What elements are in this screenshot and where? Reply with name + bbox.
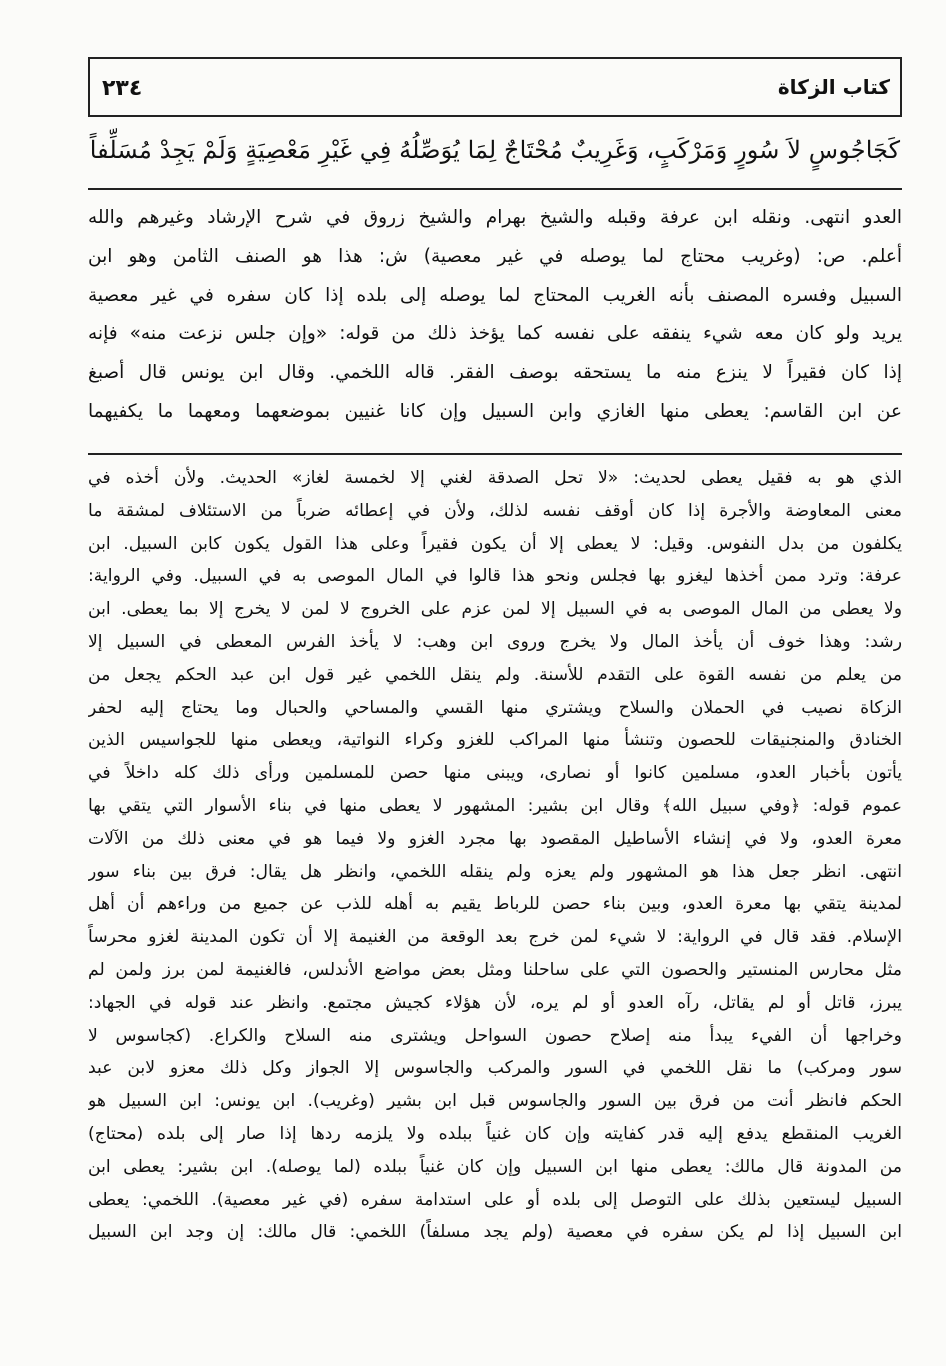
hashiya-line: لمدينة يتقي بها معرة العدو، وبين بناء حصن للرباط يقيم به أهله للذب عن جميع من وراءهم أن أهل xyxy=(88,894,902,915)
divider-rule xyxy=(88,453,902,455)
hashiya-line: من المدونة قال مالك: يعطى منها ابن السبيل وإن كان غنياً ببلده (لما يوصله). ابن بشير: يعطى ابن xyxy=(88,1156,902,1177)
page-header xyxy=(88,57,902,117)
hashiya-line: ولا يعطى من المال الموصى به في السبيل إلا لمن عزم على الخروج لا لمن لا يخرج إلا بما يعطى. ابن xyxy=(88,599,902,620)
divider-rule xyxy=(88,188,902,190)
hashiya-line: معرة العدو، ولا في إنشاء الأساطيل المقصود بها مجرد الغزو ولا فيما هو في معنى ذلك من الآلات xyxy=(88,828,902,849)
hashiya-line: عرفة: وترد ممن أخذها ليغزو بها فجلس ونحو هذا قالوا في المال الموصى به في السبيل. وفي الرواية: xyxy=(88,566,902,587)
hashiya-line: يبرز، قاتل أو لم يقاتل، رآه العدو أو لم يره، لأن هؤلاء كجيش مجتمع. وانظر عند قوله في الجهاد: xyxy=(88,992,902,1013)
hashiya-line: مثل محارس المنستير والحصون التي على ساحلنا ومثل بعض مواضع الأندلس، فالغنيمة لمن برز ولمن لم xyxy=(88,959,902,980)
hashiya-line: الذي هو به فقيل يعطى لحديث: «لا تحل الصدقة لغني إلا لخمسة لغاز» الحديث. ولأن أخذه في xyxy=(88,468,902,488)
hashiya-line: معنى المعاوضة والأجرة إذا كان أوقف نفسه لذلك، ولأن في إعطائه ضرباً من الاستئلاف لمشقة ما xyxy=(88,500,902,521)
hashiya-line: عموم قوله: ﴿وفي سبيل الله﴾ وقال ابن بشير: المشهور لا يعطى منها في بناء الأسوار التي يتقي بها xyxy=(88,795,902,816)
page-number: ٢٣٤ xyxy=(102,76,143,101)
sharh-line: العدو انتهى. ونقله ابن عرفة وقبله والشيخ بهرام والشيخ زروق في شرح الإرشاد وغيرهم والله xyxy=(88,207,902,228)
hashiya-line: يكلفون من بدل النفوس. وقيل: لا يعطى إلا أن يكون فقيراً وعلى هذا القول يكون كابن السبيل. ابن xyxy=(88,533,902,554)
hashiya-line: السبيل ليستعين بذلك على التوصل إلى بلده أو على استدامة سفره (في غير معصية). اللخمي: يعطى xyxy=(88,1189,902,1210)
sharh-line: أعلم. ص: (وغريب محتاج لما يوصله في غير معصية) ش: هذا هو الصنف الثامن وهو ابن xyxy=(88,245,902,267)
hashiya-line: سور ومركب) ما نقل اللخمي في السور والمركب والجاسوس إلا الجواز وكل ذلك معزو لابن عبد xyxy=(88,1058,902,1079)
hashiya-line: ابن السبيل إذا لم يكن سفره في معصية (ولم يجد مسلفاً) اللخمي: قال مالك: إن وجد ابن السبيل xyxy=(88,1222,902,1243)
hashiya-line: الغريب المنقطع يدفع إليه قدر كفايته وإن كان غنياً ببلده ولا يلزمه ردها إذا صار إلى بلده (محتاج) xyxy=(88,1123,902,1144)
sharh-commentary xyxy=(88,199,902,432)
hashiya-line: من يعلم من نفسه القوة على التقدم للأسنة. ولم ينقل اللخمي غير قول ابن عبد الحكم يجعل من xyxy=(88,664,902,685)
hashiya-line: رشد: وهذا خوف أن يأخذ المال ولا يخرج وروى ابن وهب: لا يأخذ الفرس المعطى في السبيل إلا xyxy=(88,631,902,652)
matn-verse: كَجَاجُوسٍ لاَ سُورٍ وَمَرْكَبٍ، وَغَرِيبٌ مُحْتَاجٌ لِمَا يُوَصِّلُهُ فِي غَيْرِ مَعْصِيَةٍ وَلَمْ يَجِدْ مُسَلِّفاً xyxy=(89,136,901,164)
chapter-title: كتاب الزكاة xyxy=(777,75,890,99)
sharh-line: إذا كان فقيراً لا ينزع منه ما يستحقه بوصف الفقر. قاله اللخمي. وقال ابن يونس قال أصبغ xyxy=(88,362,902,384)
hashiya-line: وخراجها أن الفيء يبدأ منه إصلاح حصون السواحل ويشترى منه السلاح والكراع. (كجاسوس لا xyxy=(88,1025,902,1046)
hashiya-footnote xyxy=(88,462,902,1249)
hashiya-line: الحكم فانظر أنت من فرق بين السور والجاسوس قبل ابن بشير (وغريب). ابن يونس: ابن السبيل هو xyxy=(88,1091,902,1112)
hashiya-line: الإسلام. فقد قال في الرواية: لا شيء لمن خرج بعد الوقعة من الغنيمة إلا أن تكون المدينة لغزو محرساً xyxy=(88,927,902,948)
sharh-line: عن ابن القاسم: يعطى منها الغازي وابن السبيل وإن كانا غنيين بموضعهما ومعهما ما يكفيهما xyxy=(88,400,902,422)
hashiya-line: الخنادق والمنجنيقات للحصون وتنشأ منها المراكب للغزو وكراء النواتية، ويعطى منها للجواسيس الذين xyxy=(88,730,902,751)
sharh-line: السبيل وفسره المصنف بأنه الغريب المحتاج لما يوصله إلى بلده إذا كان سفره في غير معصية xyxy=(88,284,902,306)
hashiya-line: يأتون بأخبار العدو، مسلمين كانوا أو نصارى، ويبنى منها حصن للمسلمين ورأى ذلك كله داخلاً في xyxy=(88,763,902,784)
hashiya-line: انتهى. انظر جعل هذا هو المشهور ولم يعزه ولم ينقله اللخمي، وانظر هل يقال: فرق بين بناء سور xyxy=(88,861,902,882)
hashiya-line: الزكاة نصيب في الحملان والسلاح ويشتري منها القسي والمساحي والحبال وما يحتاج إليه لحفر xyxy=(88,697,902,718)
sharh-line: يريد ولو كان معه شيء ينفقه على نفسه كما يؤخذ ذلك من قوله: «وإن جلس نزعت منه» فإنه xyxy=(88,323,902,345)
